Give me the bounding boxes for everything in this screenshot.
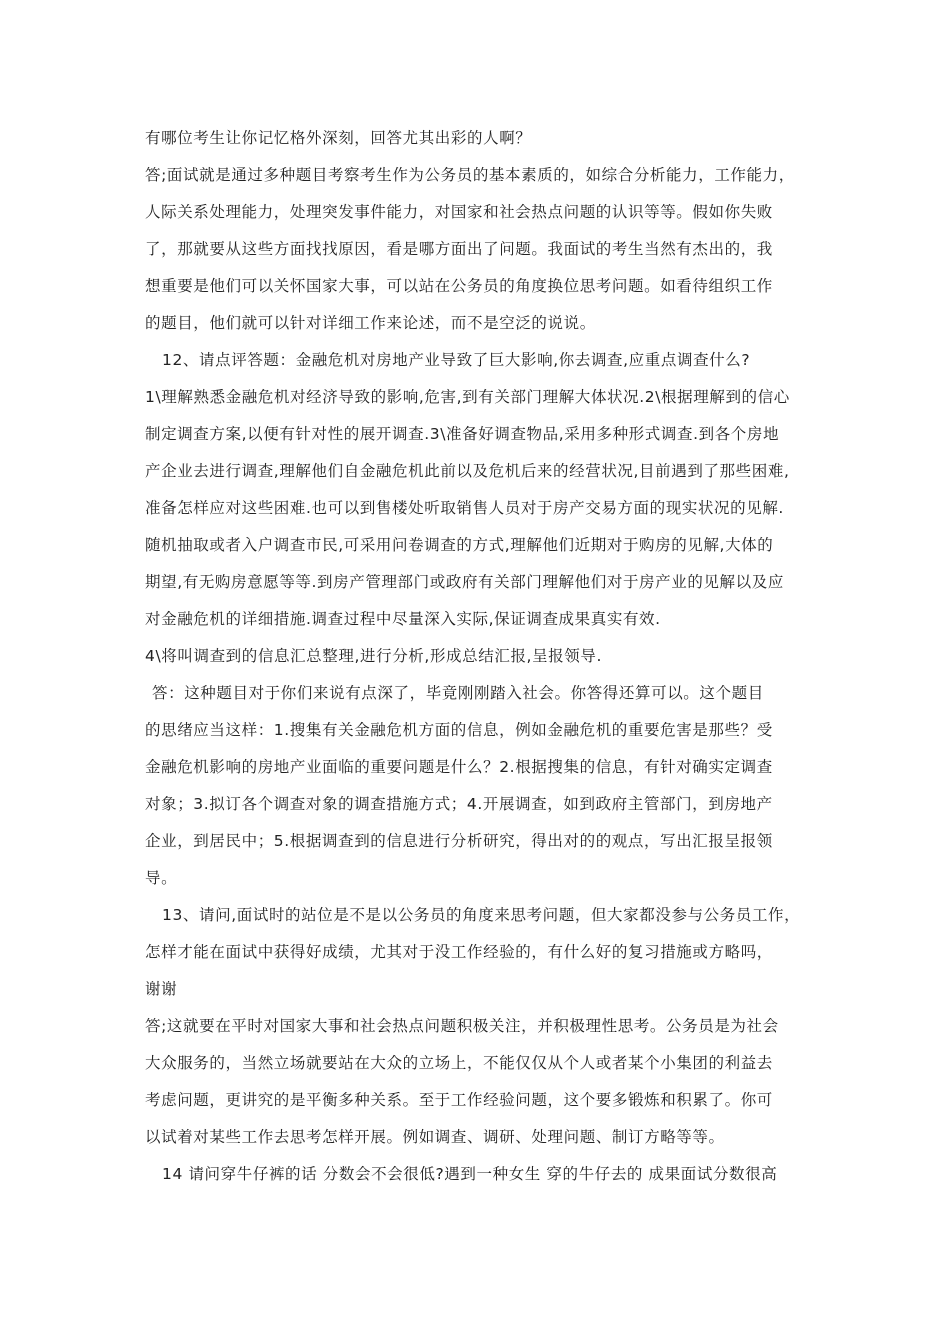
text-line: 对象；3.拟订各个调查对象的调查措施方式；4.开展调查，如到政府主管部门，到房地产 (145, 795, 773, 813)
text-line: 答;面试就是通过多种题目考察考生作为公务员的基本素质的，如综合分析能力，工作能力， (145, 166, 795, 184)
text-line: 想重要是他们可以关怀国家大事，可以站在公务员的角度换位思考问题。如看待组织工作 (145, 277, 773, 295)
text-line: 导。 (145, 869, 178, 887)
text-line: 期望,有无购房意愿等等.到房产管理部门或政府有关部门理解他们对于房产业的见解以及应 (145, 573, 784, 591)
text-line: 准备怎样应对这些困难.也可以到售楼处听取销售人员对于房产交易方面的现实状况的见解. (145, 499, 784, 517)
text-line: 的思绪应当这样：1.搜集有关金融危机方面的信息，例如金融危机的重要危害是那些？受 (145, 721, 773, 739)
text-line: 大众服务的，当然立场就要站在大众的立场上，不能仅仅从个人或者某个小集团的利益去 (145, 1054, 773, 1072)
text-line: 人际关系处理能力，处理突发事件能力，对国家和社会热点问题的认识等等。假如你失败 (145, 203, 773, 221)
text-line: 产企业去进行调查,理解他们自金融危机此前以及危机后来的经营状况,目前遇到了那些困难, (145, 462, 790, 480)
text-line: 了，那就要从这些方面找找原因，看是哪方面出了问题。我面试的考生当然有杰出的，我 (145, 240, 773, 258)
text-line: 4\将叫调查到的信息汇总整理,进行分析,形成总结汇报,呈报领导. (145, 647, 602, 665)
text-line: 以试着对某些工作去思考怎样开展。例如调查、调研、处理问题、制订方略等等。 (145, 1128, 725, 1146)
text-line: 的题目，他们就可以针对详细工作来论述，而不是空泛的说说。 (145, 314, 596, 332)
text-line: 随机抽取或者入户调查市民,可采用问卷调查的方式,理解他们近期对于购房的见解,大体的 (145, 536, 774, 554)
text-line: 1\理解熟悉金融危机对经济导致的影响,危害,到有关部门理解大体状况.2\根据理解到的信心 (145, 388, 790, 406)
text-line: 金融危机影响的房地产业面临的重要问题是什么？2.根据搜集的信息，有针对确实定调查 (145, 758, 773, 776)
text-line: 考虑问题，更讲究的是平衡多种关系。至于工作经验问题，这个要多锻炼和积累了。你可 (145, 1091, 773, 1109)
text-line: 对金融危机的详细措施.调查过程中尽量深入实际,保证调查成果真实有效. (145, 610, 661, 628)
question-heading-13: 13、请问,面试时的站位是不是以公务员的角度来思考问题，但大家都没参与公务员工作， (162, 906, 801, 924)
answer-paragraph-start: 答：这种题目对于你们来说有点深了，毕竟刚刚踏入社会。你答得还算可以。这个题目 (152, 684, 764, 702)
question-heading-14: 14 请问穿牛仔裤的话 分数会不会很低?遇到一种女生 穿的牛仔去的 成果面试分数很高 (162, 1165, 778, 1183)
text-line: 怎样才能在面试中获得好成绩，尤其对于没工作经验的，有什么好的复习措施或方略吗， (145, 943, 773, 961)
text-line: 有哪位考生让你记忆格外深刻，回答尤其出彩的人啊？ (145, 129, 532, 147)
text-line: 答;这就要在平时对国家大事和社会热点问题积极关注，并积极理性思考。公务员是为社会 (145, 1017, 779, 1035)
question-heading-12: 12、请点评答题：金融危机对房地产业导致了巨大影响,你去调查,应重点调查什么? (162, 351, 751, 369)
text-line: 制定调查方案,以便有针对性的展开调查.3\准备好调查物品,采用多种形式调查.到各个房地 (145, 425, 780, 443)
text-line: 谢谢 (145, 980, 178, 998)
text-line: 企业，到居民中；5.根据调查到的信息进行分析研究，得出对的的观点，写出汇报呈报领 (145, 832, 773, 850)
